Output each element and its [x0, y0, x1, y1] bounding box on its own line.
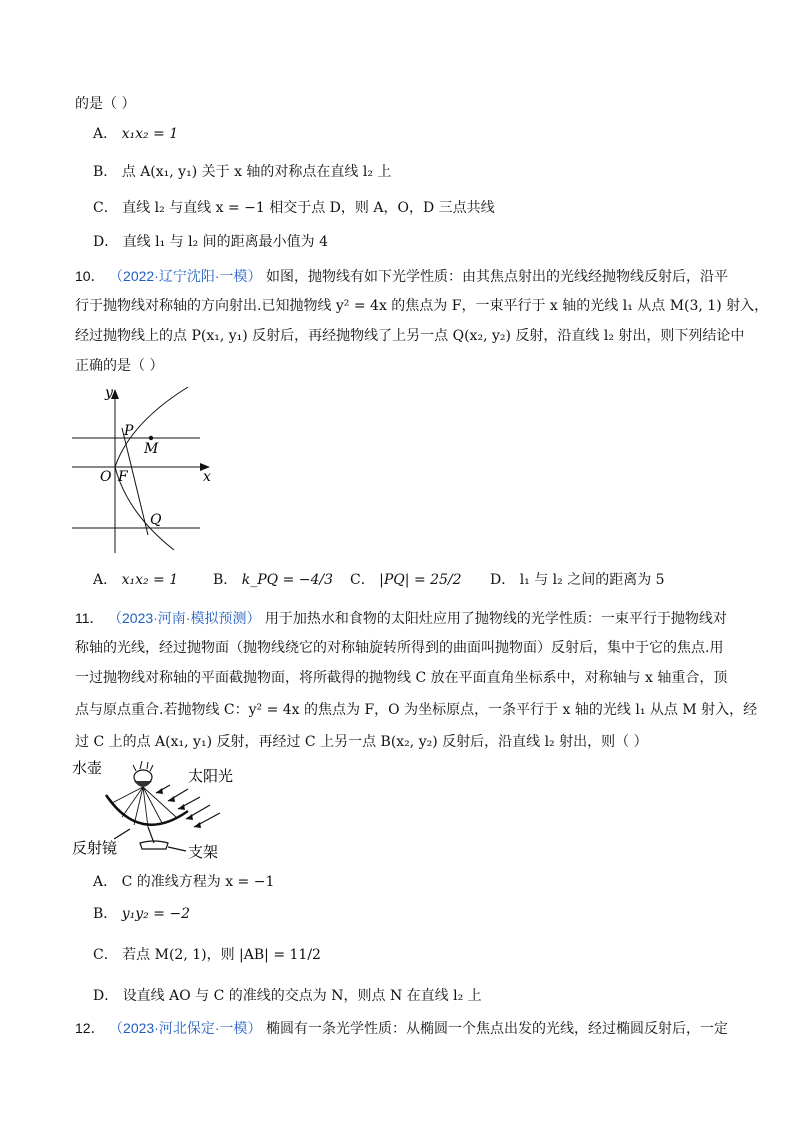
q11-option-b — [93, 904, 190, 924]
q11-line-2: 称轴的光线，经过抛物面（抛物线绕它的对称轴旋转所得到的曲面叫抛物面）反射后，集中于它的焦点.用 — [75, 640, 724, 656]
option-text: x₁x₂ = 1 — [121, 572, 179, 588]
option-letter: C． — [93, 947, 118, 963]
q10-option-a — [93, 570, 178, 590]
question-text: 用于加热水和食物的太阳灶应用了抛物线的光学性质：一束平行于抛物线对 — [264, 611, 727, 627]
option-letter: B． — [93, 906, 118, 922]
label-y: y — [105, 385, 113, 401]
option-letter: C． — [350, 572, 375, 588]
option-text: l₁ 与 l₂ 之间的距离为 5 — [519, 572, 665, 588]
sunlight-arrowheads — [156, 788, 201, 828]
q11-option-c — [93, 945, 321, 965]
label-sunlight: 太阳光 — [188, 767, 234, 785]
option-text: 点 A(x₁, y₁) 关于 x 轴的对称点在直线 l₂ 上 — [121, 164, 392, 180]
q9-option-c — [93, 198, 495, 218]
label-p: P — [124, 423, 134, 439]
label-stand: 支架 — [188, 843, 219, 861]
q10-line-1 — [75, 266, 728, 287]
option-text: 若点 M(2, 1)，则 |AB| = 11/2 — [122, 947, 321, 963]
option-letter: D． — [93, 234, 119, 250]
kettle-icon — [133, 761, 153, 787]
q11-option-d — [93, 986, 482, 1006]
option-letter: B． — [213, 572, 238, 588]
label-o: O — [100, 469, 112, 485]
q10-parabola-figure — [70, 385, 220, 555]
question-number: 11． — [75, 610, 104, 626]
question-number: 12． — [75, 1020, 105, 1036]
label-mirror: 反射镜 — [72, 839, 118, 857]
q10-option-b — [213, 570, 333, 590]
q9-tail: 的是（ ） — [75, 96, 136, 112]
source-link[interactable]: （2023·河北保定·一模） — [109, 1020, 262, 1036]
option-letter: A． — [93, 874, 118, 890]
option-text: |PQ| = 25/2 — [379, 572, 462, 588]
q10-options-row — [75, 570, 735, 600]
option-text: 设直线 AO 与 C 的准线的交点为 N，则点 N 在直线 l₂ 上 — [122, 988, 482, 1004]
q11-option-a — [93, 872, 274, 892]
option-letter: C． — [93, 200, 118, 216]
option-text: y₁y₂ = −2 — [121, 906, 191, 922]
q9-option-d — [93, 232, 328, 252]
sunlight-arrows-icon — [156, 785, 220, 827]
q9-option-a — [93, 124, 178, 144]
option-letter: D． — [93, 988, 119, 1004]
question-text: 椭圆有一条光学性质：从椭圆一个焦点出发的光线，经过椭圆反射后，一定 — [265, 1021, 728, 1037]
source-link[interactable]: （2022·辽宁沈阳·一模） — [109, 268, 262, 284]
option-letter: A． — [93, 572, 118, 588]
option-text: k_PQ = −4/3 — [241, 572, 334, 588]
q10-option-d — [490, 570, 665, 590]
label-x: x — [203, 469, 211, 485]
source-link[interactable]: （2023·河南·模拟预测） — [108, 610, 261, 626]
q10-option-c — [350, 570, 462, 590]
q10-line-2: 行于抛物线对称轴的方向射出.已知抛物线 y² = 4x 的焦点为 F，一束平行于 x 轴的光线 l₁ 从点 M(3, 1) 射入， — [75, 298, 769, 314]
option-text: 直线 l₂ 与直线 x = −1 相交于点 D，则 A，O，D 三点共线 — [122, 200, 495, 216]
question-text: 如图，抛物线有如下光学性质：由其焦点射出的光线经抛物线反射后，沿平 — [265, 269, 728, 285]
q11-solar-cooker-figure — [70, 757, 255, 860]
q10-line-4: 正确的是（ ） — [75, 358, 164, 374]
q11-line-5: 过 C 上的点 A(x₁, y₁) 反射，再经过 C 上另一点 B(x₂, y₂) 反射后，沿直线 l₂ 射出，则（ ） — [75, 734, 648, 750]
q11-line-3: 一过抛物线对称轴的平面截抛物面，将所截得的抛物线 C 放在平面直角坐标系中，对称轴与 x 轴重合，顶 — [75, 670, 728, 686]
q12-line-1 — [75, 1018, 728, 1039]
q11-line-4: 点与原点重合.若抛物线 C：y² = 4x 的焦点为 F，O 为坐标原点，一条平行于 x 轴的光线 l₁ 从点 M 射入，经 — [75, 702, 758, 718]
label-m: M — [144, 441, 159, 457]
option-letter: A． — [93, 126, 118, 142]
stand-base — [114, 827, 186, 851]
question-number: 10． — [75, 268, 105, 284]
label-kettle: 水壶 — [72, 759, 103, 777]
point-m-dot — [149, 436, 153, 440]
q10-line-3: 经过抛物线上的点 P(x₁, y₁) 反射后，再经抛物线了上另一点 Q(x₂, y₂) 反射，沿直线 l₂ 射出，则下列结论中 — [75, 328, 745, 344]
option-letter: D． — [490, 572, 516, 588]
option-letter: B． — [93, 164, 118, 180]
label-f: F — [118, 469, 128, 485]
q9-option-b — [93, 162, 391, 182]
option-text: x₁x₂ = 1 — [121, 126, 179, 142]
option-text: 直线 l₁ 与 l₂ 间的距离最小值为 4 — [122, 234, 329, 250]
label-q: Q — [150, 512, 162, 528]
option-text: C 的准线方程为 x = −1 — [121, 874, 275, 890]
q11-line-1 — [75, 608, 727, 629]
